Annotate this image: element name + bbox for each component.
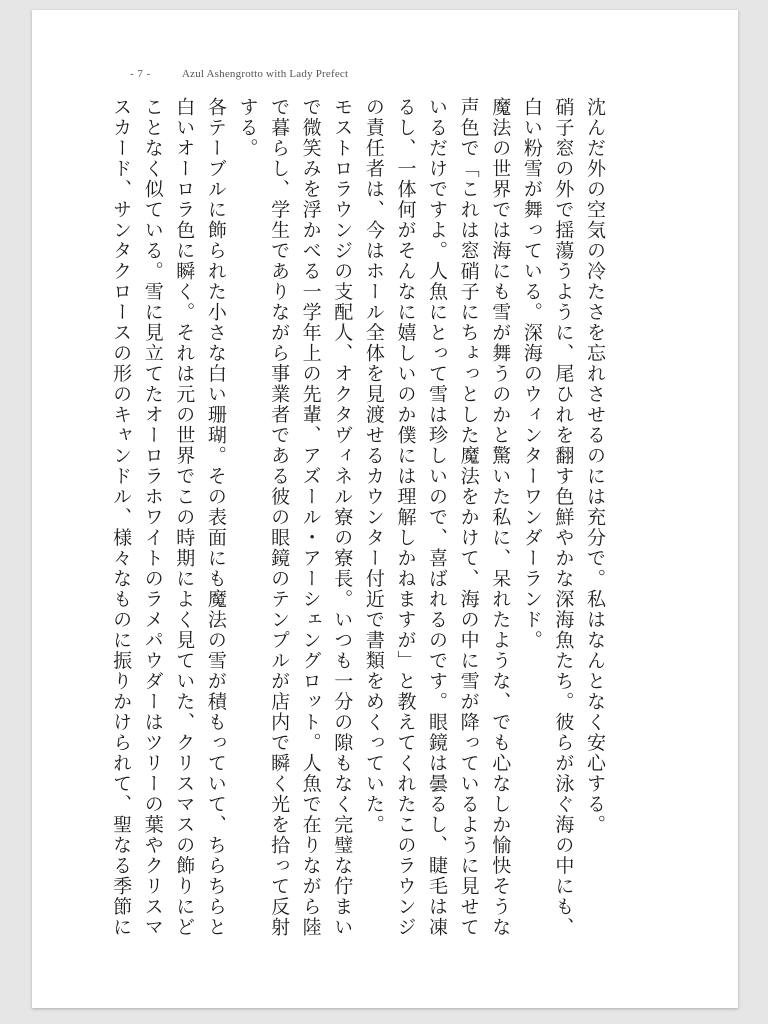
paragraph: モストロラウンジの支配人、オクタヴィネル寮の寮長。いつも一分の隙もなく完璧な佇まいで微笑みを浮かべる一学年上の先輩、アズール・アーシェングロット。人魚で在りながら陸で暮らし、学生でありながら事業者である彼の眼鏡のテンプルが店内で瞬く光を拾って反射する。: [236, 97, 354, 938]
running-title: Azul Ashengrotto with Lady Prefect: [182, 68, 349, 80]
body-text: [95, 97, 610, 949]
paragraph: 沈んだ外の空気の冷たさを忘れさせるのには充分で。私はなんとなく安心する。: [584, 97, 606, 835]
paragraph: 魔法の世界では海にも雪が舞うのかと驚いた私に、呆れたような、でも心なしか愉快そうな声色で「これは窓硝子にちょっとした魔法をかけて、海の中に雪が降っているように見せているだけですよ。人魚にとって雪は珍しいので、喜ばれるのです。眼鏡は曇るし、睫毛は凍るし、一体何がそんなに嬉しいのか僕には理解しかねますが」と教えてくれたこのラウンジの責任者は、今はホール全体を見渡せるカウンター付近で書類をめくっていた。: [362, 97, 512, 938]
page-number: - 7 -: [130, 68, 151, 80]
page-header: [130, 64, 348, 84]
paragraph: 硝子窓の外で揺蕩うように、尾ひれを翻す色鮮やかな深海魚たち。彼らが泳ぐ海の中にも、白い粉雪が舞っている。深海のウィンターワンダーランド。: [520, 97, 575, 938]
paragraph: 各テーブルに飾られた小さな白い珊瑚。その表面にも魔法の雪が積もっていて、ちらちらと白いオーロラ色に瞬く。それは元の世界でこの時期によく見ていた、クリスマスの飾りにどことなく似ている。雪に見立てたオーロラホワイトのラメパウダーはツリーの葉やクリスマスカード、サンタクロースの形のキャンドル、様々なものに振りかけられて、聖なる季節に: [110, 97, 227, 938]
